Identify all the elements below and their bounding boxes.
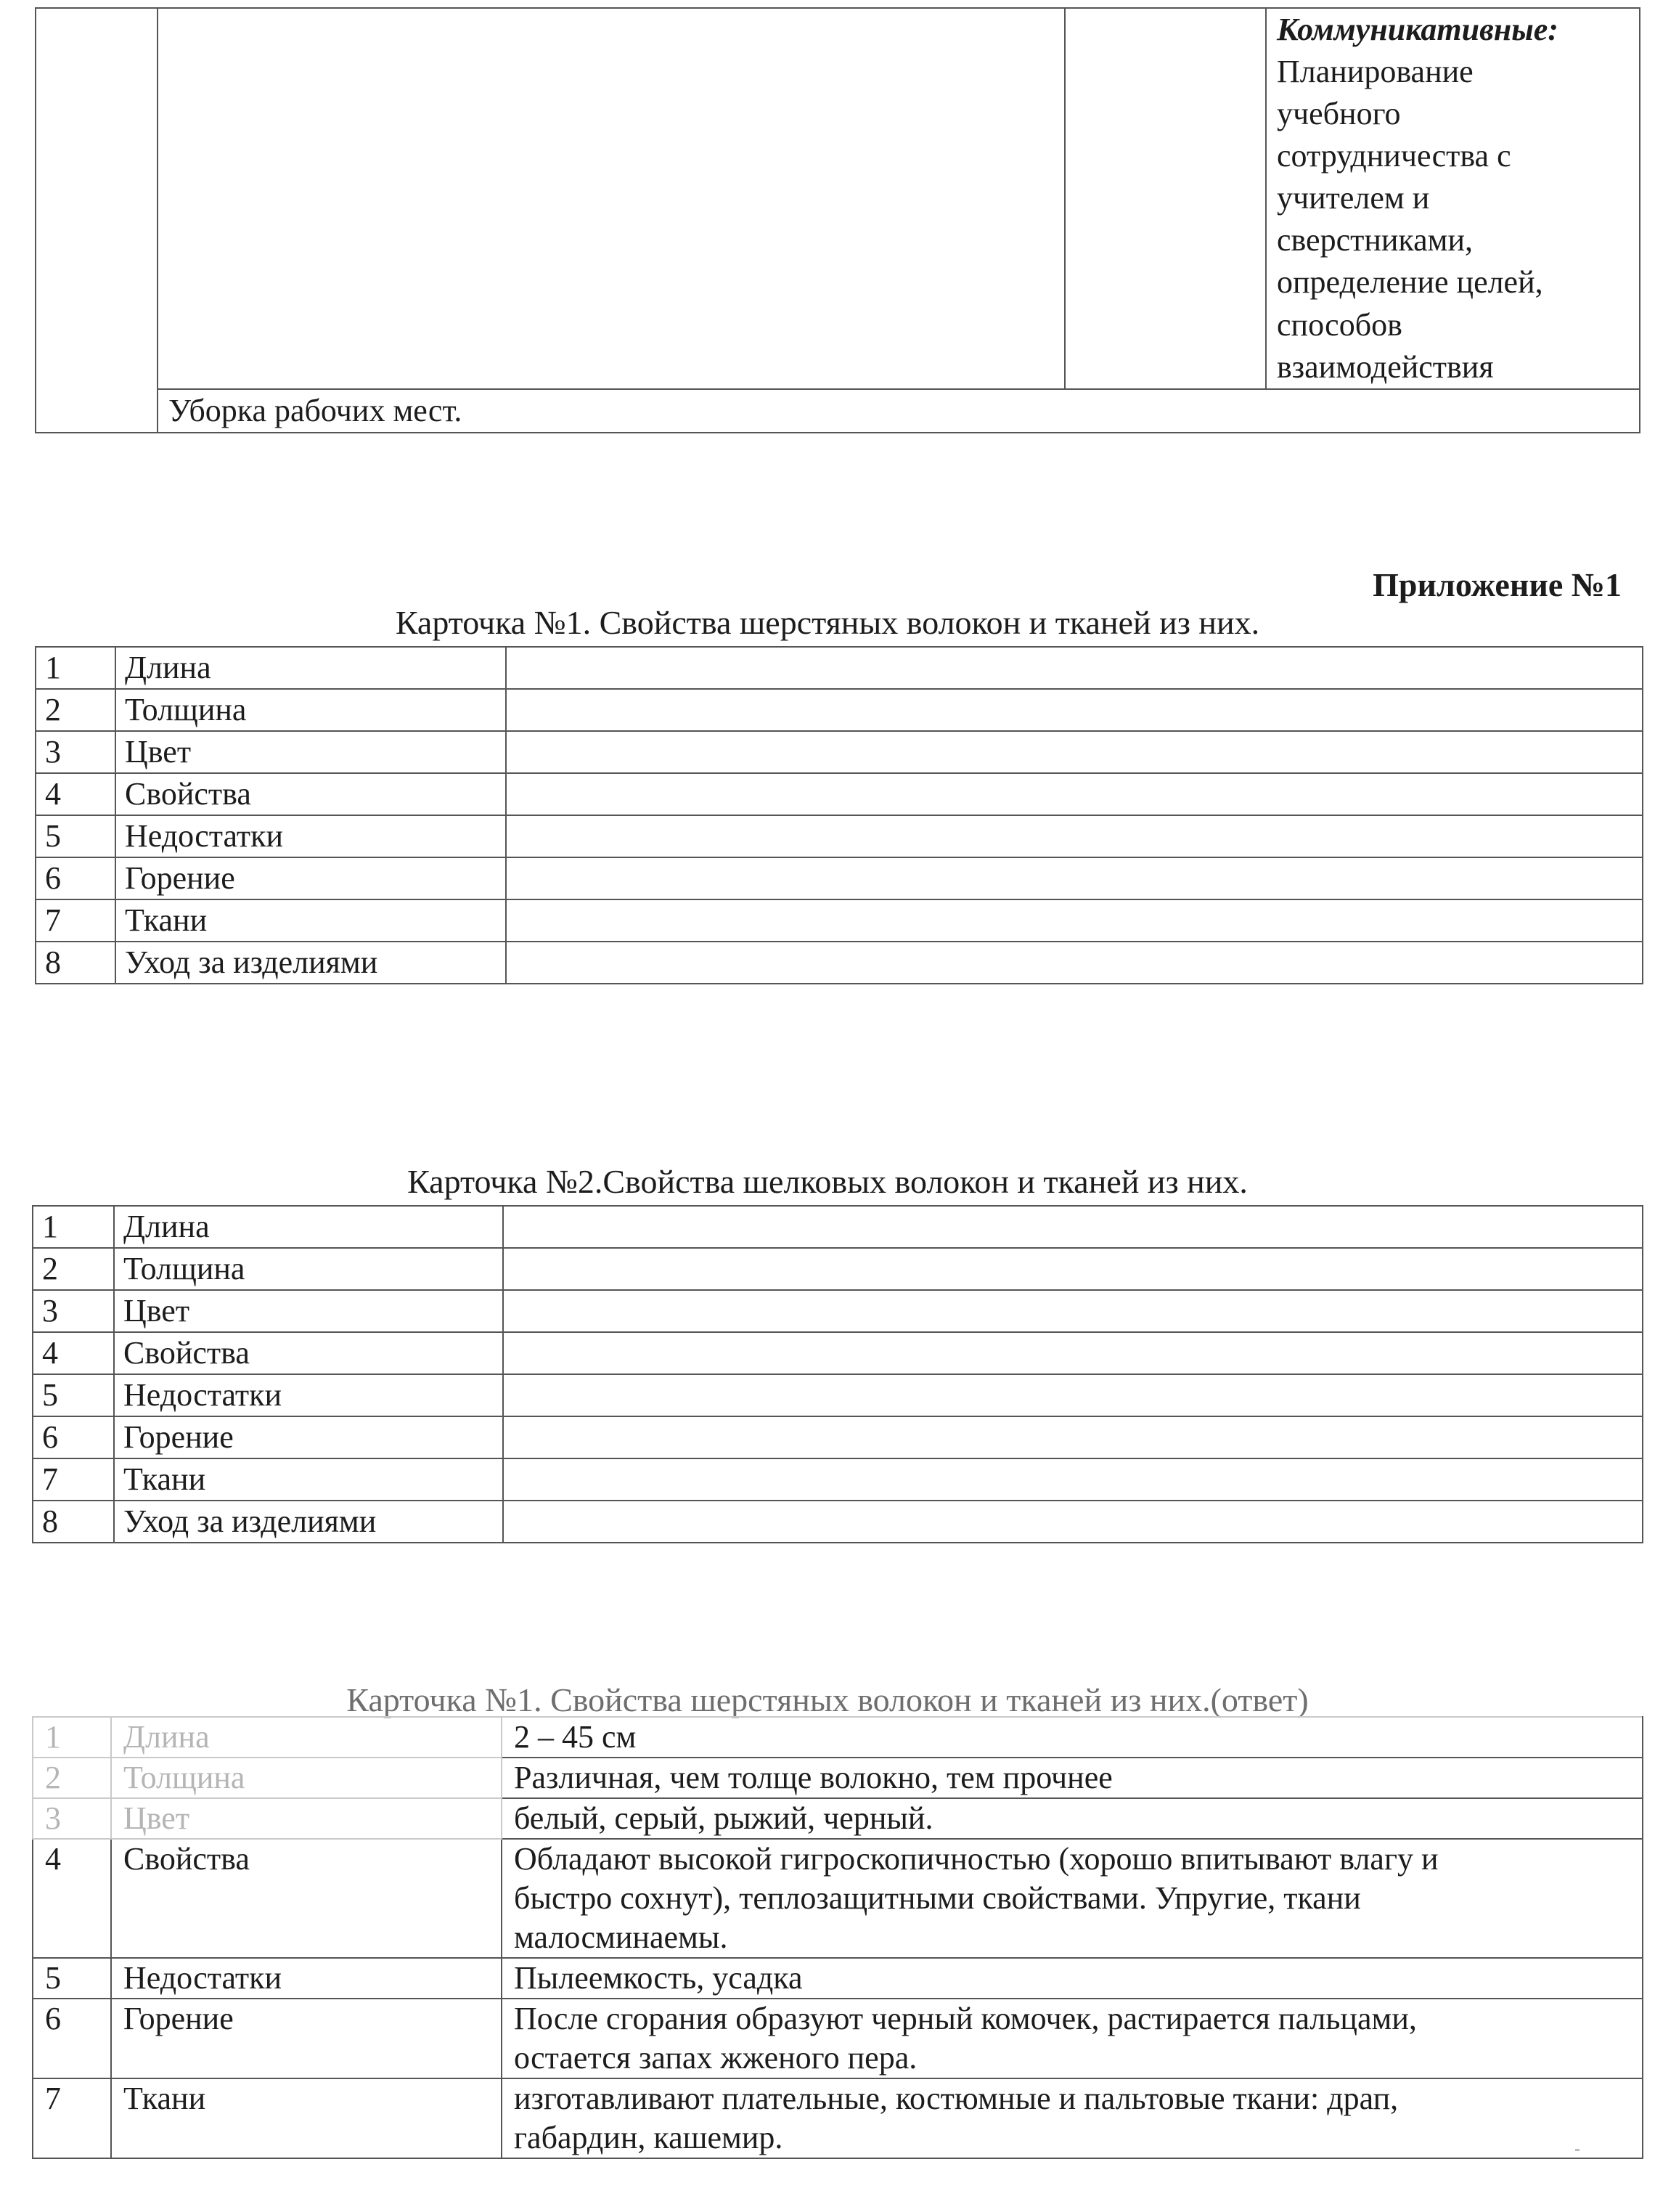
table-row <box>36 689 1643 731</box>
card2-caption: Карточка №2.Свойства шелковых волокон и тканей из них. <box>407 1163 1248 1200</box>
row-number: 8 <box>33 1501 114 1543</box>
table-row <box>36 942 1643 984</box>
row-answer-empty <box>506 773 1643 815</box>
row-number: 5 <box>33 1374 114 1416</box>
row-label: Ткани <box>111 2078 502 2158</box>
row-number: 1 <box>36 647 115 689</box>
communicative-line: учебного <box>1277 96 1401 132</box>
row-number: 7 <box>33 1458 114 1501</box>
card1-caption: Карточка №1. Свойства шерстяных волокон и тканей из них. <box>395 604 1260 641</box>
communicative-line: взаимодействия <box>1277 348 1494 385</box>
table-row <box>33 1290 1643 1332</box>
row-label: Цвет <box>115 731 506 773</box>
lesson-plan-row <box>36 389 1640 433</box>
cleanup-text: Уборка рабочих мест. <box>168 392 462 428</box>
table-row <box>36 815 1643 857</box>
row-number: 6 <box>33 1999 111 2078</box>
answer-line: малосминаемы. <box>514 1919 728 1955</box>
row-label: Недостатки <box>115 815 506 857</box>
row-answer-empty <box>503 1374 1643 1416</box>
row-label: Горение <box>111 1999 502 2078</box>
table-row <box>33 1798 1643 1839</box>
table-row <box>36 899 1643 942</box>
row-label: Толщина <box>114 1248 503 1290</box>
row-number: 8 <box>36 942 115 984</box>
row-label: Длина <box>114 1206 503 1248</box>
row-answer-empty <box>503 1290 1643 1332</box>
row-label: Цвет <box>111 1798 502 1839</box>
table-row <box>36 773 1643 815</box>
table-row <box>33 1416 1643 1458</box>
communicative-line: сотрудничества с <box>1277 138 1511 174</box>
table-row <box>33 1839 1643 1958</box>
lesson-plan-table-fragment <box>35 7 1640 433</box>
row-label: Недостатки <box>111 1958 502 1999</box>
row-number: 6 <box>33 1416 114 1458</box>
row-answer <box>502 1798 1643 1839</box>
row-label: Недостатки <box>114 1374 503 1416</box>
card1-table <box>35 646 1643 984</box>
row-number: 2 <box>36 689 115 731</box>
row-number: 5 <box>36 815 115 857</box>
table-row <box>33 2078 1643 2158</box>
communicative-heading: Коммуникативные: <box>1277 12 1558 47</box>
row-answer-empty <box>506 731 1643 773</box>
table-row <box>33 1332 1643 1374</box>
card3-answer-table <box>32 1716 1643 2159</box>
lesson-plan-cell-empty <box>158 8 1065 389</box>
row-answer <box>502 2078 1643 2158</box>
scan-speck <box>1575 2149 1580 2151</box>
row-answer-empty <box>506 815 1643 857</box>
table-row <box>33 1248 1643 1290</box>
appendix-label: Приложение №1 <box>1373 566 1622 603</box>
row-answer-empty <box>503 1458 1643 1501</box>
answer-line: 2 – 45 см <box>514 1719 637 1755</box>
card2-table <box>32 1205 1643 1543</box>
communicative-line: Планирование <box>1277 54 1474 90</box>
row-label: Длина <box>115 647 506 689</box>
row-label: Уход за изделиями <box>114 1501 503 1543</box>
row-label: Горение <box>115 857 506 899</box>
table-row <box>33 1206 1643 1248</box>
communicative-line: сверстниками, <box>1277 222 1474 258</box>
row-number: 2 <box>33 1248 114 1290</box>
answer-line: габардин, кашемир. <box>514 2120 783 2155</box>
row-answer-empty <box>503 1248 1643 1290</box>
row-number: 7 <box>33 2078 111 2158</box>
row-label: Цвет <box>114 1290 503 1332</box>
row-number: 3 <box>36 731 115 773</box>
table-row <box>33 1758 1643 1798</box>
row-answer-empty <box>506 689 1643 731</box>
row-answer <box>502 1999 1643 2078</box>
row-number: 3 <box>33 1290 114 1332</box>
row-number: 6 <box>36 857 115 899</box>
answer-line: остается запах жженого пера. <box>514 2040 918 2076</box>
row-number: 3 <box>33 1798 111 1839</box>
row-answer <box>502 1958 1643 1999</box>
communicative-line: способов <box>1277 306 1402 343</box>
row-label: Толщина <box>111 1758 502 1798</box>
row-label: Ткани <box>115 899 506 942</box>
table-row <box>36 647 1643 689</box>
answer-line: изготавливают плательные, костюмные и пальтовые ткани: драп, <box>514 2081 1399 2116</box>
row-answer <box>502 1839 1643 1958</box>
row-answer-empty <box>503 1416 1643 1458</box>
table-row <box>33 1501 1643 1543</box>
lesson-plan-cell-empty <box>36 8 158 433</box>
row-answer-empty <box>506 647 1643 689</box>
card3-caption: Карточка №1. Свойства шерстяных волокон и тканей из них.(ответ) <box>346 1681 1309 1718</box>
row-answer-empty <box>506 942 1643 984</box>
answer-line: белый, серый, рыжий, черный. <box>514 1800 933 1836</box>
row-answer-empty <box>506 857 1643 899</box>
row-number: 5 <box>33 1958 111 1999</box>
row-label: Свойства <box>115 773 506 815</box>
row-number: 4 <box>36 773 115 815</box>
row-label: Горение <box>114 1416 503 1458</box>
row-number: 1 <box>33 1717 111 1758</box>
table-row <box>33 1458 1643 1501</box>
table-row <box>33 1717 1643 1758</box>
lesson-plan-row <box>36 8 1640 389</box>
cleanup-cell <box>158 389 1640 433</box>
table-row <box>33 1374 1643 1416</box>
row-number: 4 <box>33 1839 111 1958</box>
row-label: Длина <box>111 1717 502 1758</box>
answer-line: После сгорания образуют черный комочек, растирается пальцами, <box>514 2001 1417 2036</box>
table-row <box>36 731 1643 773</box>
row-number: 4 <box>33 1332 114 1374</box>
communicative-line: учителем и <box>1277 180 1430 216</box>
row-label: Свойства <box>114 1332 503 1374</box>
row-answer <box>502 1717 1643 1758</box>
row-answer-empty <box>503 1332 1643 1374</box>
row-number: 1 <box>33 1206 114 1248</box>
table-row <box>33 1958 1643 1999</box>
lesson-plan-cell-empty <box>1065 8 1266 389</box>
answer-line: быстро сохнут), теплозащитными свойствами. Упругие, ткани <box>514 1880 1361 1916</box>
answer-line: Обладают высокой гигроскопичностью (хорошо впитывают влагу и <box>514 1841 1439 1877</box>
row-answer <box>502 1758 1643 1798</box>
row-label: Толщина <box>115 689 506 731</box>
row-number: 7 <box>36 899 115 942</box>
answer-line: Различная, чем толще волокно, тем прочнее <box>514 1760 1113 1795</box>
row-label: Уход за изделиями <box>115 942 506 984</box>
row-label: Ткани <box>114 1458 503 1501</box>
table-row <box>36 857 1643 899</box>
row-number: 2 <box>33 1758 111 1798</box>
row-answer-empty <box>506 899 1643 942</box>
table-row <box>33 1999 1643 2078</box>
row-answer-empty <box>503 1501 1643 1543</box>
row-answer-empty <box>503 1206 1643 1248</box>
communicative-skills-cell <box>1266 8 1640 389</box>
row-label: Свойства <box>111 1839 502 1958</box>
answer-line: Пылеемкость, усадка <box>514 1960 803 1996</box>
communicative-line: определение целей, <box>1277 264 1543 301</box>
